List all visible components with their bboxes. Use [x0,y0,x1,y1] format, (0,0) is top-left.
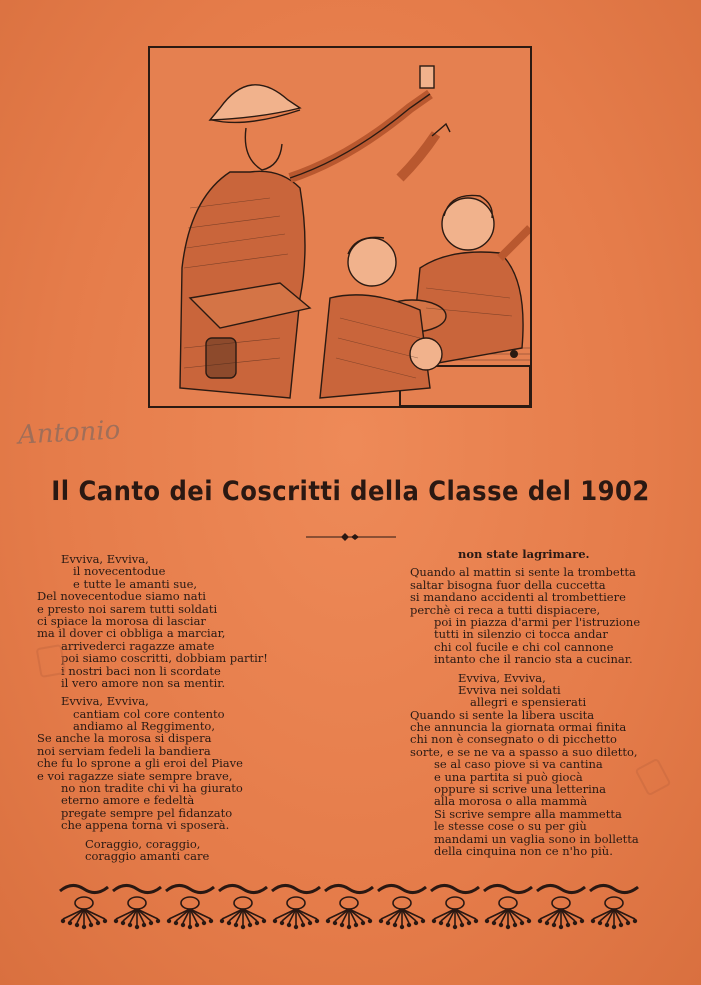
lyric-line: Del novecentodue siamo nati [37,589,206,604]
lyric-line: il vero amore non sa mentir. [61,675,226,690]
lyric-line: no non tradite chi vi ha giurato [61,781,243,796]
lyric-line: allegri e spensierati [470,695,587,710]
lyric-line: oppure si scrive una letterina [434,782,607,797]
lyric-line: Si scrive sempre alla mammetta [434,806,622,821]
border-motif [219,885,267,929]
border-motif [60,885,108,929]
lyric-line: e tutte le amanti sue, [73,576,198,591]
border-motif [537,885,585,929]
lyric-line: intanto che il rancio sta a cucinar. [434,652,633,667]
lyric-line: poi siamo coscritti, dobbiam partir! [61,651,268,666]
lyric-line: le stesse cose o su per giù [434,819,587,834]
left-column-lyrics [37,553,287,862]
lyric-line: della cinquina non ce n'ho più. [434,843,613,858]
lyric-line: non state lagrimare. [458,547,590,561]
lyric-line: tutti in silenzio ci tocca andar [434,627,608,642]
border-motif [166,885,214,929]
lyric-line: ma il dover ci obbliga a marciar, [37,626,226,641]
lyric-line: si mandano accidenti al trombettiere [410,590,626,605]
engraving-icon [150,48,530,406]
lyric-line: alla morosa o alla mammà [434,794,588,809]
divider-ornament-icon [306,531,396,543]
lyric-line: andiamo al Reggimento, [73,719,216,734]
lyric-line: Coraggio, coraggio, [85,836,201,851]
handwritten-signature: Antonio [17,415,122,451]
lyric-line: chi non è consegnato o di picchetto [410,732,617,747]
stamp-mark-icon [36,644,67,678]
lyric-line: e una partita si può giocà [434,769,583,784]
border-motif [431,885,479,929]
lyric-line: arrivederci ragazze amate [61,638,215,653]
decorative-border-icon [58,881,646,933]
lyric-line: noi serviam fedeli la bandiera [37,743,211,758]
border-motif [113,885,161,929]
lyric-line: il novecentodue [73,564,166,579]
lyric-line: e presto noi sarem tutti soldati [37,601,218,616]
lyric-line: coraggio amanti care [85,848,210,863]
lyric-line: e voi ragazze siate sempre brave, [37,768,233,783]
right-column-lyrics [410,548,680,857]
border-motif [484,885,532,929]
border-motif [325,885,373,929]
lyric-line: Evviva nei soldati [458,682,561,697]
illustration-soldiers [148,46,532,408]
lyric-line: Evviva, Evviva, [61,694,149,709]
lyric-line: Se anche la morosa si dispera [37,731,212,746]
lyric-line: Evviva, Evviva, [458,670,546,685]
lyric-line: che annuncia la giornata ormai finita [410,720,627,735]
lyric-line: i nostri baci non li scordate [61,663,221,678]
lyric-line: Quando si sente la libera uscita [410,707,595,722]
border-motif [272,885,320,929]
lyric-line: chi col fucile e chi col cannone [434,639,614,654]
lyric-line: Evviva, Evviva, [61,552,149,566]
lyric-line: se al caso piove si va cantina [434,757,603,772]
lyric-line: Quando al mattin si sente la trombetta [410,565,636,580]
lyric-line: ci spiace la morosa di lasciar [37,613,206,628]
lyric-line: perchè ci reca a tutti dispiacere, [410,602,601,617]
lyric-line: poi in piazza d'armi per l'istruzione [434,614,641,629]
lyric-line: che fu lo sprone a gli eroi del Piave [37,756,243,771]
page-title: Il Canto dei Coscritti della Classe del 1902 [51,476,650,507]
lyric-line: cantiam col core contento [73,706,225,721]
border-motif [378,885,426,929]
lyric-line: che appena torna vi sposerà. [61,818,230,833]
lyric-line: mandami un vaglia sono in bolletta [434,831,639,846]
lyric-line: saltar bisogna fuor della cuccetta [410,577,606,592]
lyric-line: eterno amore e fedeltà [61,793,195,808]
border-motif [590,885,638,929]
lyric-line: pregate sempre pel fidanzato [61,805,233,820]
lyric-line: sorte, e se ne va a spasso a suo diletto, [410,744,638,759]
